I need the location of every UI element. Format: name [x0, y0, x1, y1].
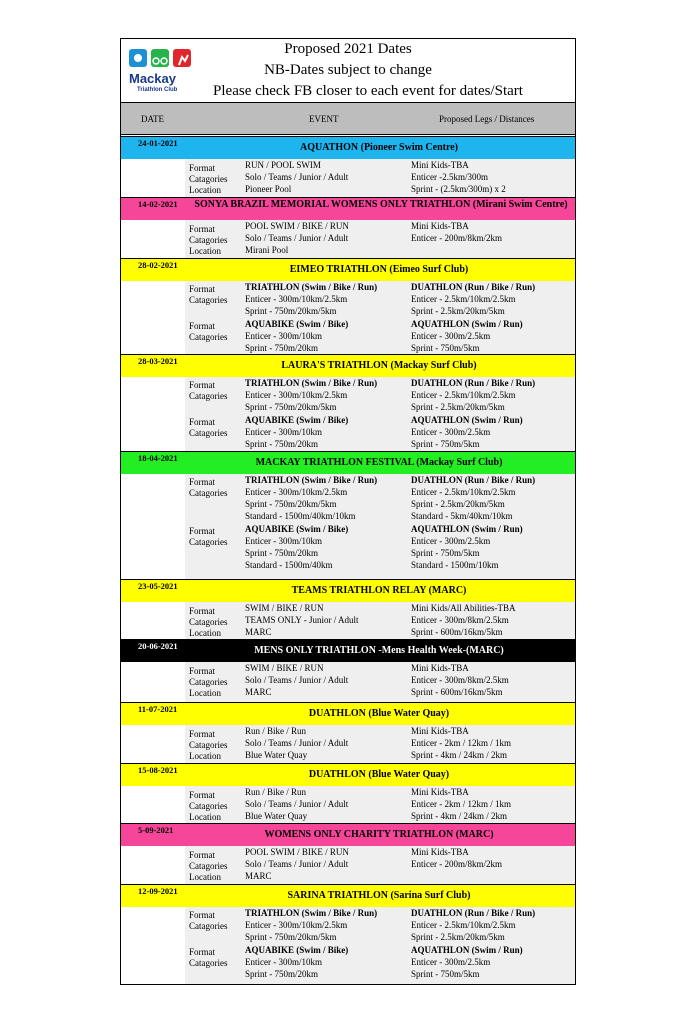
col-date: DATE [141, 114, 164, 124]
event-date: 24-01-2021 [138, 138, 178, 148]
detail-text: Enticer - 300m/10km [245, 536, 322, 546]
detail-text: Format [189, 947, 215, 957]
detail-text: AQUABIKE (Swim / Bike) [245, 319, 349, 329]
detail-text: Blue Water Quay [245, 811, 308, 821]
detail-text: Enticer - 2.5km/10km/2.5km [411, 487, 516, 497]
event-title: DUATHLON (Blue Water Quay) [308, 708, 450, 719]
detail-text: Catagories [189, 295, 228, 305]
event-title: EIMEO TRIATHLON (Eimeo Surf Club) [289, 264, 469, 275]
detail-text: Format [189, 417, 215, 427]
detail-text: Enticer - 300m/8km/2.5km [411, 615, 509, 625]
detail-text: Sprint - 2.5km/20km/5km [411, 306, 505, 316]
event-band [121, 452, 575, 474]
event-details [121, 474, 575, 579]
sheet-header [121, 39, 575, 101]
event-title: SARINA TRIATHLON (Sarina Surf Club) [287, 890, 471, 901]
detail-text: Solo / Teams / Junior / Adult [245, 172, 349, 182]
detail-text: Solo / Teams / Junior / Adult [245, 738, 349, 748]
detail-text: TEAMS ONLY - Junior / Adult [245, 615, 359, 625]
event-date: 15-08-2021 [138, 765, 178, 775]
detail-text: AQUABIKE (Swim / Bike) [245, 524, 349, 534]
detail-text: Sprint - 750m/20km [245, 343, 319, 353]
event-block [121, 451, 575, 579]
detail-text: SWIM / BIKE / RUN [245, 663, 324, 673]
detail-text: Sprint - 750m/5km [411, 439, 480, 449]
detail-text: Blue Water Quay [245, 750, 308, 760]
detail-text: Mini Kids/All Abilities-TBA [411, 603, 516, 613]
detail-text: Enticer - 200m/8km/2km [411, 859, 502, 869]
detail-text: Run / Bike / Run [245, 726, 307, 736]
event-band [121, 885, 575, 907]
logo-text: Mackay [129, 71, 176, 86]
event-date: 14-02-2021 [138, 199, 178, 209]
detail-text: Enticer - 300m/10km/2.5km [245, 920, 348, 930]
page-title: Proposed 2021 Dates [284, 41, 412, 57]
detail-text: Format [189, 850, 215, 860]
detail-text: Sprint - (2.5km/300m) x 2 [411, 184, 506, 194]
event-block [121, 823, 575, 884]
detail-text: Catagories [189, 958, 228, 968]
detail-text: Solo / Teams / Junior / Adult [245, 859, 349, 869]
detail-text: Sprint - 750m/5km [411, 969, 480, 979]
detail-text: Sprint - 4km / 24km / 2km [411, 811, 508, 821]
detail-text: Enticer - 2km / 12km / 1km [411, 799, 511, 809]
detail-text: Catagories [189, 740, 228, 750]
detail-text: DUATHLON (Run / Bike / Run) [411, 378, 536, 388]
event-block [121, 258, 575, 354]
detail-text: Catagories [189, 617, 228, 627]
page-note: Please check FB closer to each event for dates/Start [213, 83, 523, 99]
detail-text: Format [189, 380, 215, 390]
detail-text: MARC [245, 687, 272, 697]
event-block [121, 579, 575, 639]
detail-text: AQUATHLON (Swim / Run) [411, 524, 523, 534]
event-title: DUATHLON (Blue Water Quay) [308, 769, 450, 780]
detail-text: Enticer - 300m/8km/2.5km [411, 675, 509, 685]
schedule-sheet [120, 38, 576, 985]
detail-text: Sprint - 750m/20km [245, 548, 319, 558]
detail-text: Sprint - 750m/20km/5km [245, 932, 337, 942]
detail-text: Catagories [189, 801, 228, 811]
detail-text: Run / Bike / Run [245, 787, 307, 797]
detail-text: Format [189, 790, 215, 800]
detail-text: Sprint - 750m/5km [411, 548, 480, 558]
detail-text: TRIATHLON (Swim / Bike / Run) [245, 282, 378, 292]
detail-text: Format [189, 910, 215, 920]
logo-subtext: Triathlon Club [137, 87, 178, 93]
detail-text: Sprint - 600m/16km/5km [411, 627, 503, 637]
detail-text: Location [189, 628, 221, 638]
detail-text: Enticer -2.5km/300m [411, 172, 488, 182]
detail-text: Catagories [189, 391, 228, 401]
detail-text: Mini Kids-TBA [411, 787, 469, 797]
detail-text: Catagories [189, 488, 228, 498]
col-legs: Proposed Legs / Distances [439, 114, 535, 124]
detail-text: Solo / Teams / Junior / Adult [245, 233, 349, 243]
detail-text: DUATHLON (Run / Bike / Run) [411, 475, 536, 485]
detail-text: Format [189, 163, 215, 173]
event-block [121, 702, 575, 763]
event-title: MACKAY TRIATHLON FESTIVAL (Mackay Surf Club) [255, 457, 503, 468]
detail-text: Sprint - 750m/20km/5km [245, 499, 337, 509]
event-date: 28-03-2021 [138, 356, 178, 366]
event-block [121, 354, 575, 451]
detail-text: Enticer - 2.5km/10km/2.5km [411, 294, 516, 304]
detail-text: DUATHLON (Run / Bike / Run) [411, 282, 536, 292]
page-subtitle: NB-Dates subject to change [264, 62, 432, 78]
event-block [121, 197, 575, 258]
detail-text: Catagories [189, 332, 228, 342]
event-block [121, 639, 575, 702]
detail-text: Catagories [189, 174, 228, 184]
col-event: EVENT [309, 114, 339, 124]
detail-text: MARC [245, 627, 272, 637]
event-date: 12-09-2021 [138, 886, 178, 896]
detail-text: Sprint - 600m/16km/5km [411, 687, 503, 697]
event-title: WOMENS ONLY CHARITY TRIATHLON (MARC) [264, 829, 494, 840]
detail-text: Enticer - 2.5km/10km/2.5km [411, 920, 516, 930]
detail-text: Sprint - 750m/5km [411, 343, 480, 353]
detail-text: Format [189, 224, 215, 234]
event-details [121, 377, 575, 451]
detail-text: AQUATHLON (Swim / Run) [411, 945, 523, 955]
detail-text: Enticer - 300m/10km [245, 427, 322, 437]
detail-text: Standard - 1500m/40km/10km [245, 511, 356, 521]
detail-text: Catagories [189, 537, 228, 547]
detail-text: TRIATHLON (Swim / Bike / Run) [245, 378, 378, 388]
detail-text: Pioneer Pool [245, 184, 292, 194]
event-band [121, 137, 575, 159]
event-title: LAURA'S TRIATHLON (Mackay Surf Club) [281, 360, 477, 371]
detail-text: Sprint - 2.5km/20km/5km [411, 499, 505, 509]
event-details [121, 220, 575, 258]
detail-text: Enticer - 300m/10km/2.5km [245, 390, 348, 400]
event-title: SONYA BRAZIL MEMORIAL WOMENS ONLY TRIATHLON (Mirani Swim Centre) [194, 199, 568, 210]
detail-text: AQUATHLON (Swim / Run) [411, 319, 523, 329]
detail-text: Sprint - 4km / 24km / 2km [411, 750, 508, 760]
detail-text: Enticer - 300m/10km [245, 957, 322, 967]
detail-text: Solo / Teams / Junior / Adult [245, 799, 349, 809]
detail-text: Sprint - 2.5km/20km/5km [411, 402, 505, 412]
event-details [121, 907, 575, 985]
detail-text: Sprint - 750m/20km [245, 439, 319, 449]
event-block [121, 884, 575, 985]
detail-text: Standard - 5km/40km/10km [411, 511, 513, 521]
detail-text: POOL SWIM / BIKE / RUN [245, 221, 349, 231]
detail-text: Format [189, 666, 215, 676]
detail-text: Catagories [189, 861, 228, 871]
detail-text: Location [189, 812, 221, 822]
detail-text: SWIM / BIKE / RUN [245, 603, 324, 613]
event-band [121, 198, 575, 220]
detail-text: AQUABIKE (Swim / Bike) [245, 945, 349, 955]
event-band [121, 640, 575, 662]
detail-text: Enticer - 300m/10km/2.5km [245, 487, 348, 497]
detail-text: TRIATHLON (Swim / Bike / Run) [245, 475, 378, 485]
detail-text: Solo / Teams / Junior / Adult [245, 675, 349, 685]
detail-text: DUATHLON (Run / Bike / Run) [411, 908, 536, 918]
detail-text: Catagories [189, 235, 228, 245]
event-date: 11-07-2021 [138, 704, 178, 714]
event-band [121, 259, 575, 281]
event-block [121, 136, 575, 197]
event-band [121, 355, 575, 377]
detail-text: MARC [245, 871, 272, 881]
event-details [121, 602, 575, 639]
detail-text: Format [189, 729, 215, 739]
event-date: 18-04-2021 [138, 453, 178, 463]
detail-text: Location [189, 751, 221, 761]
event-details [121, 725, 575, 763]
event-details [121, 159, 575, 197]
event-date: 20-06-2021 [138, 641, 178, 651]
detail-text: Enticer - 300m/2.5km [411, 957, 491, 967]
detail-text: Location [189, 185, 221, 195]
detail-text: Enticer - 300m/2.5km [411, 536, 491, 546]
detail-text: Mirani Pool [245, 245, 289, 255]
event-date: 5-09-2021 [138, 825, 174, 835]
detail-text: Sprint - 750m/20km [245, 969, 319, 979]
event-details [121, 786, 575, 823]
detail-text: Mini Kids-TBA [411, 160, 469, 170]
event-title: AQUATHON (Pioneer Swim Centre) [299, 142, 459, 153]
detail-text: Sprint - 750m/20km/5km [245, 306, 337, 316]
detail-text: Format [189, 526, 215, 536]
event-details [121, 281, 575, 354]
detail-text: Enticer - 300m/2.5km [411, 331, 491, 341]
detail-text: Format [189, 606, 215, 616]
detail-text: Standard - 1500m/40km [245, 560, 333, 570]
detail-text: TRIATHLON (Swim / Bike / Run) [245, 908, 378, 918]
detail-text: Location [189, 872, 221, 882]
detail-text: Location [189, 688, 221, 698]
detail-text: Mini Kids-TBA [411, 663, 469, 673]
detail-text: Enticer - 300m/10km [245, 331, 322, 341]
detail-text: Enticer - 300m/2.5km [411, 427, 491, 437]
detail-text: Mini Kids-TBA [411, 847, 469, 857]
detail-text: Mini Kids-TBA [411, 221, 469, 231]
detail-text: Enticer - 300m/10km/2.5km [245, 294, 348, 304]
detail-text: Catagories [189, 921, 228, 931]
detail-text: Catagories [189, 677, 228, 687]
detail-text: Format [189, 321, 215, 331]
detail-text: POOL SWIM / BIKE / RUN [245, 847, 349, 857]
detail-text: Enticer - 2.5km/10km/2.5km [411, 390, 516, 400]
detail-text: Enticer - 200m/8km/2km [411, 233, 502, 243]
event-date: 23-05-2021 [138, 581, 178, 591]
detail-text: Standard - 1500m/10km [411, 560, 499, 570]
detail-text: AQUATHLON (Swim / Run) [411, 415, 523, 425]
detail-text: AQUABIKE (Swim / Bike) [245, 415, 349, 425]
detail-text: Format [189, 284, 215, 294]
event-band [121, 824, 575, 846]
event-title: TEAMS TRIATHLON RELAY (MARC) [291, 585, 467, 596]
detail-text: Location [189, 246, 221, 256]
event-band [121, 580, 575, 602]
event-details [121, 662, 575, 702]
detail-text: Catagories [189, 428, 228, 438]
column-header-row [121, 102, 575, 135]
event-block [121, 763, 575, 823]
event-title: MENS ONLY TRIATHLON -Mens Health Week-(MARC) [254, 645, 504, 656]
detail-text: Sprint - 2.5km/20km/5km [411, 932, 505, 942]
detail-text: Enticer - 2km / 12km / 1km [411, 738, 511, 748]
event-details [121, 846, 575, 884]
detail-text: Sprint - 750m/20km/5km [245, 402, 337, 412]
event-band [121, 703, 575, 725]
detail-text: RUN / POOL SWIM [245, 160, 321, 170]
detail-text: Format [189, 477, 215, 487]
event-band [121, 764, 575, 786]
detail-text: Mini Kids-TBA [411, 726, 469, 736]
event-date: 28-02-2021 [138, 260, 178, 270]
